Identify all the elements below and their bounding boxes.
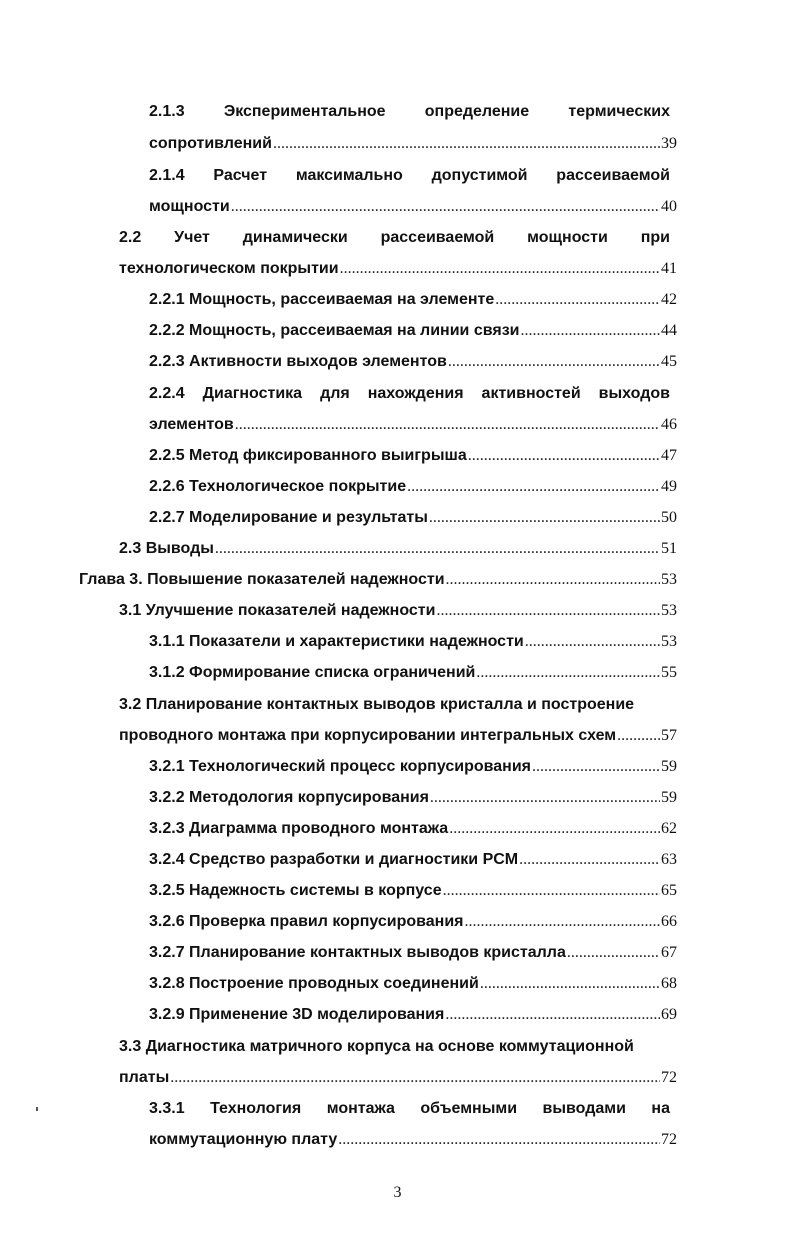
toc-title: 3.1.1 Показатели и характеристики надежности [149,633,524,650]
dot-leader [231,197,660,217]
toc-word: мощности [527,229,608,246]
toc-entry-3-2-3[interactable] [149,819,677,839]
toc-title: 2.3 Выводы [119,540,214,557]
page-number: 46 [661,416,677,433]
toc-number: 2.1.4 [149,167,185,184]
toc-title: 3.2.6 Проверка правил корпусирования [149,913,464,930]
toc-entry-3-2-2[interactable] [149,788,677,808]
toc-entry-3-2-4[interactable] [149,850,677,870]
page-number: 50 [661,509,677,526]
dot-leader [532,757,660,777]
toc-number: 2.2.4 [149,385,185,402]
page-number: 67 [661,944,677,961]
toc-entry-2-2-7[interactable] [149,508,677,528]
toc-word: Экспериментальное [223,103,386,120]
toc-entry-2-1-4-line1 [149,166,670,186]
toc-word: на [651,1100,670,1117]
toc-title: 3.2.2 Методология корпусирования [149,789,429,806]
toc-title: проводного монтажа при корпусировании интегральных схем [119,727,617,744]
page-number: 59 [661,758,677,775]
toc-title: 2.2.5 Метод фиксированного выигрыша [149,447,467,464]
page-number: 44 [661,322,677,339]
dot-leader [448,352,660,372]
dot-leader [340,259,660,279]
toc-word: нахождения [367,385,464,402]
toc-title: 3.1 Улучшение показателей надежности [119,602,436,619]
page-number: 59 [661,789,677,806]
page-number: 62 [661,820,677,837]
toc-entry-3-3-line2[interactable] [119,1068,677,1088]
toc-word: рассеиваемой [556,167,670,184]
page-number: 69 [661,1006,677,1023]
toc-word: монтажа [326,1100,395,1117]
toc-word: выходов [598,385,670,402]
toc-entry-2-3[interactable] [119,539,677,559]
toc-entry-2-2-2[interactable] [149,321,677,341]
toc-word: термических [568,103,670,120]
toc-title: 3.2.8 Построение проводных соединений [149,975,479,992]
toc-entry-3-2-7[interactable] [149,943,677,963]
toc-entry-2-2-line1 [119,228,670,248]
toc-entry-3-3-1-line1 [149,1099,670,1119]
toc-word: рассеиваемой [380,229,495,246]
toc-word: Расчет [213,167,268,184]
page-number: 45 [661,353,677,370]
toc-entry-3-2-9[interactable] [149,1005,677,1025]
page-number: 49 [661,478,677,495]
toc-word: для [320,385,350,402]
toc-entry-3-2-line1: 3.2 Планирование контактных выводов кристалла и построение [119,696,635,713]
dot-leader [443,881,660,901]
toc-title: платы [119,1069,170,1086]
toc-title: 3.2.1 Технологический процесс корпусирования [149,758,531,775]
page-number: 72 [661,1131,677,1148]
page-number: 47 [661,447,677,464]
dot-leader [525,632,660,652]
page-number: 55 [661,664,677,681]
toc-title: мощности [149,198,230,215]
toc-entry-2-2-3[interactable] [149,352,677,372]
toc-title: 2.2.1 Мощность, рассеиваемая на элементе [149,291,495,308]
toc-number: 2.1.3 [149,103,185,120]
page-number: 66 [661,913,677,930]
page-number: 53 [661,633,677,650]
page-number: 63 [661,851,677,868]
toc-title: 2.2.3 Активности выходов элементов [149,353,447,370]
toc-title: 3.2.4 Средство разработки и диагностики PCM [149,851,519,868]
toc-title: технологическом покрытии [119,260,339,277]
toc-entry-3-3-line1: 3.3 Диагностика матричного корпуса на основе коммутационной [119,1038,634,1055]
toc-title: 2.2.2 Мощность, рассеиваемая на линии связи [149,322,520,339]
toc-word: активностей [481,385,581,402]
toc-title: 2.2.6 Технологическое покрытие [149,478,407,495]
toc-entry-3-2-line2[interactable] [119,726,677,746]
toc-entry-3-1-1[interactable] [149,632,677,652]
dot-leader [430,788,660,808]
dot-leader [468,446,660,466]
toc-entry-3-2-5[interactable] [149,881,677,901]
dot-leader [215,539,660,559]
dot-leader [273,134,660,154]
toc-entry-3-3-1-line2[interactable] [149,1130,677,1150]
toc-title: 3.2.7 Планирование контактных выводов кристалла [149,944,566,961]
toc-word: динамически [242,229,348,246]
toc-title: 2.2.7 Моделирование и результаты [149,509,428,526]
toc-title: 3.2.3 Диаграмма проводного монтажа [149,820,449,837]
toc-word: определение [424,103,530,120]
dot-leader [235,415,660,435]
toc-title: элементов [149,416,234,433]
toc-entry-2-2-5[interactable] [149,446,677,466]
toc-entry-2-2-4-line1 [149,384,670,404]
dot-leader [449,819,660,839]
page-number: 57 [661,727,677,744]
toc-number: 3.3.1 [149,1100,185,1117]
toc-entry-3-1-2[interactable] [149,663,677,683]
toc-entry-2-2-line2[interactable] [119,259,677,279]
dot-leader [520,321,660,341]
toc-entry-3-1[interactable] [119,601,677,621]
toc-entry-2-2-6[interactable] [149,477,677,497]
toc-word: объемными [420,1100,518,1117]
page-number: 42 [661,291,677,308]
page-number: 41 [661,260,677,277]
toc-title: 3.2.5 Надежность системы в корпусе [149,882,442,899]
toc-entry-3-2-6[interactable] [149,912,677,932]
toc-word: при [640,229,670,246]
scan-speck [36,1107,38,1111]
dot-leader [170,1068,660,1088]
dot-leader [519,850,660,870]
toc-entry-chapter-3[interactable] [79,570,677,590]
page-number: 72 [661,1069,677,1086]
toc-title: сопротивлений [149,135,272,152]
footer-page-number: 3 [393,1184,402,1201]
dot-leader [465,912,661,932]
toc-title: Глава 3. Повышение показателей надежности [79,571,445,588]
toc-word: выводами [542,1100,626,1117]
page-number: 68 [661,975,677,992]
toc-entry-3-2-8[interactable] [149,974,677,994]
toc-entry-2-1-3-line2[interactable] [149,134,677,154]
page-number: 39 [661,135,677,152]
toc-entry-2-2-1[interactable] [149,290,677,310]
toc-word: допустимой [431,167,528,184]
dot-leader [476,663,660,683]
toc-number: 2.2 [119,229,142,246]
page-number: 53 [661,571,677,588]
toc-entry-2-2-4-line2[interactable] [149,415,677,435]
dot-leader [338,1130,660,1150]
dot-leader [495,290,660,310]
toc-entry-2-1-3-line1 [149,102,670,122]
page-number: 65 [661,882,677,899]
toc-title: 3.1.2 Формирование списка ограничений [149,664,476,681]
dot-leader [567,943,660,963]
dot-leader [446,570,660,590]
dot-leader [480,974,660,994]
page-number: 51 [661,540,677,557]
page-number: 40 [661,198,677,215]
page-number: 53 [661,602,677,619]
toc-word: Технология [210,1100,302,1117]
dot-leader [429,508,660,528]
dot-leader [445,1005,660,1025]
toc-title: 3.2.9 Применение 3D моделирования [149,1006,445,1023]
toc-entry-3-2-1[interactable] [149,757,677,777]
toc-entry-2-1-4-line2[interactable] [149,197,677,217]
toc-title: коммутационную плату [149,1131,338,1148]
dot-leader [407,477,660,497]
dot-leader [436,601,660,621]
toc-word: Учет [174,229,210,246]
toc-word: максимально [295,167,403,184]
toc-word: Диагностика [202,385,303,402]
dot-leader [617,726,660,746]
